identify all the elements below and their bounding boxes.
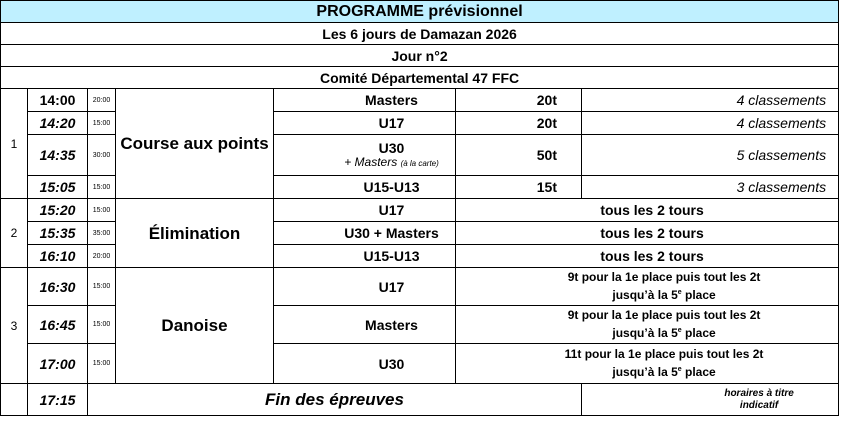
start-time: 15:05 [28, 176, 88, 199]
discipline-label: Danoise [116, 268, 274, 384]
duration: 15:00 [88, 112, 116, 135]
rule-text [456, 306, 839, 344]
rule-superscript: e [677, 289, 682, 296]
end-label: Fin des épreuves [88, 384, 582, 416]
day-row [1, 45, 839, 67]
laps-count: 20t [456, 112, 582, 135]
start-time: 14:00 [28, 89, 88, 112]
rule-line-2: jusqu’à la 5 [612, 288, 678, 302]
duration: 15:00 [88, 306, 116, 344]
start-time: 17:00 [28, 344, 88, 384]
start-time: 16:10 [28, 245, 88, 268]
rule-line-2-end: place [681, 326, 716, 340]
start-time: 16:45 [28, 306, 88, 344]
category-cell [274, 135, 456, 176]
event-name: Les 6 jours de Damazan 2026 [1, 23, 839, 45]
discipline-label: Élimination [116, 199, 274, 268]
category-label: U17 [274, 199, 456, 222]
rule-line-2: jusqu’à la 5 [612, 326, 678, 340]
rule-text [456, 344, 839, 384]
footer-empty-cell [1, 384, 28, 416]
start-time: 14:20 [28, 112, 88, 135]
start-time: 15:20 [28, 199, 88, 222]
laps-count: 20t [456, 89, 582, 112]
duration: 20:00 [88, 245, 116, 268]
duration: 15:00 [88, 199, 116, 222]
rule-text [456, 268, 839, 306]
organizer-row [1, 67, 839, 89]
category-label: U30 [378, 140, 405, 156]
start-time: 14:35 [28, 135, 88, 176]
laps-count: 15t [456, 176, 582, 199]
programme-title: PROGRAMME prévisionnel [1, 1, 839, 23]
category-note [328, 156, 455, 170]
block-number: 3 [1, 268, 28, 384]
schedule-row [1, 199, 839, 222]
category-label: Masters [274, 89, 456, 112]
duration: 30:00 [88, 135, 116, 176]
category-label: U15-U13 [274, 176, 456, 199]
block-number: 2 [1, 199, 28, 268]
category-label: U15-U13 [274, 245, 456, 268]
organizer-label: Comité Départemental 47 FFC [1, 67, 839, 89]
title-row [1, 1, 839, 23]
category-note-small: (à la carte) [400, 159, 439, 168]
classements-count: 4 classements [582, 112, 839, 135]
timing-note: horaires à titre indicatif [724, 387, 794, 411]
rule-line-1: 9t pour la 1e place puis tout les 2t [567, 270, 761, 284]
rule-line-2-end: place [681, 288, 716, 302]
laps-count: 50t [456, 135, 582, 176]
rule-text: tous les 2 tours [456, 199, 839, 222]
end-time: 17:15 [28, 384, 88, 416]
footer-row [1, 384, 839, 416]
block-number: 1 [1, 89, 28, 199]
schedule-row [1, 268, 839, 306]
duration: 15:00 [88, 268, 116, 306]
start-time: 16:30 [28, 268, 88, 306]
rule-line-1: 11t pour la 1e place puis tout les 2t [564, 347, 764, 361]
classements-count: 4 classements [582, 89, 839, 112]
discipline-label: Course aux points [116, 89, 274, 199]
duration: 20:00 [88, 89, 116, 112]
category-note-text: + Masters [344, 155, 398, 169]
day-label: Jour n°2 [1, 45, 839, 67]
start-time: 15:35 [28, 222, 88, 245]
classements-count: 5 classements [582, 135, 839, 176]
category-label: U17 [274, 268, 456, 306]
timing-note-cell [582, 384, 839, 416]
schedule-row [1, 89, 839, 112]
classements-count: 3 classements [582, 176, 839, 199]
rule-text: tous les 2 tours [456, 222, 839, 245]
rule-superscript: e [677, 327, 682, 334]
category-label: U17 [274, 112, 456, 135]
rule-text: tous les 2 tours [456, 245, 839, 268]
rule-line-1: 9t pour la 1e place puis tout les 2t [567, 308, 761, 322]
rule-line-2-end: place [681, 365, 716, 379]
category-label: U30 + Masters [274, 222, 456, 245]
duration: 35:00 [88, 222, 116, 245]
event-row [1, 23, 839, 45]
duration: 15:00 [88, 176, 116, 199]
rule-superscript: e [677, 366, 682, 373]
category-label: U30 [274, 344, 456, 384]
category-label: Masters [274, 306, 456, 344]
duration: 15:00 [88, 344, 116, 384]
rule-line-2: jusqu’à la 5 [612, 365, 678, 379]
